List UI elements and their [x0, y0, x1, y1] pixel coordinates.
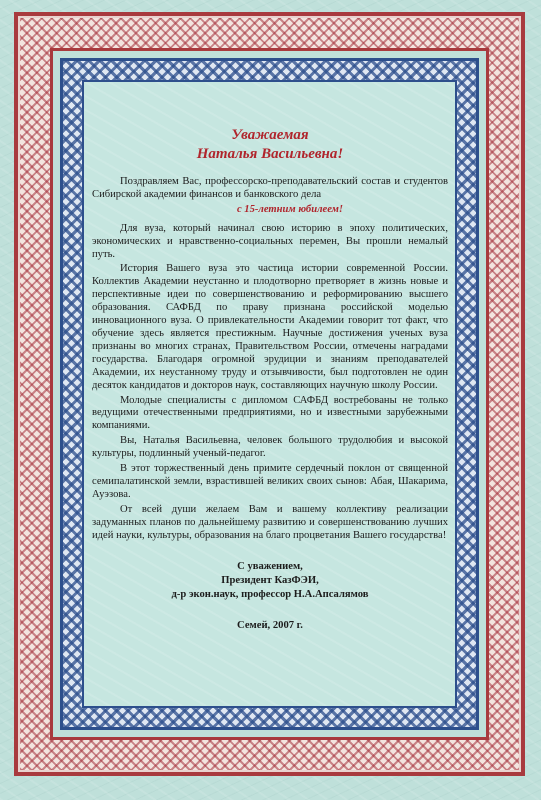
signature-block: [92, 560, 448, 602]
greeting: [92, 126, 448, 164]
jubilee-line: с 15-летним юбилеем!: [236, 203, 344, 215]
paragraph-6: От всей души желаем Вам и вашему коллективу реализации задуманных планов по дальнейшему развитию и совершенствованию лучших идей науки, культуры, образования на благо процветания Вашего государства!: [92, 503, 448, 541]
greeting-line-1: Уважаемая: [231, 127, 309, 143]
paragraph-3: Молодые специалисты с дипломом САФБД востребованы не только ведущими отечественными предприятиями, но и известными зарубежными компаниями.: [92, 394, 448, 432]
paragraph-2: История Вашего вуза это частица истории современной России. Коллектив Академии неустанно и плодотворно претворяет в жизнь новые и перспективные идеи по совершенствованию и реформированию высшего образования. САФБД по праву признана российской моделью инновационного вуза. О привлекательности Академии говорит тот факт, что обучение здесь является престижным. Научные достижения ученых вуза признаны во многих странах, Правительством России, отмечены наградами государства. Благодаря огромной эрудиции и знаниям преподавателей Академии, их неустанному труду и отзывчивости, был подготовлен не один десяток кандидатов и докторов наук, составляющих научную школу России.: [92, 263, 448, 391]
paragraph-4: Вы, Наталья Васильевна, человек большого трудолюбия и высокой культуры, подлинный ученый-педагог.: [92, 435, 448, 460]
intro-paragraph: Поздравляем Вас, профессорско-преподавательский состав и студентов Сибирской академии финансов и банковского дела: [92, 176, 448, 200]
signature-line-2: Президент КазФЭИ,: [221, 575, 319, 587]
greeting-line-2: Наталья Васильевна!: [196, 146, 344, 162]
signature-line-1: С уважением,: [237, 561, 303, 573]
city-date: Семей, 2007 г.: [237, 620, 303, 632]
signature-line-3: д-р экон.наук, профессор Н.А.Апсалямов: [171, 589, 369, 601]
letter-body: [92, 118, 448, 633]
paragraph-1: Для вуза, который начинал свою историю в эпоху политических, экономических и нравственно-социальных перемен, Вы прошли немалый путь.: [92, 222, 448, 260]
paragraph-5: В этот торжественный день примите сердечный поклон от священной семипалатинской земли, взрастившей великих своих сынов: Абая, Шакарима, Ауэзова.: [92, 463, 448, 500]
